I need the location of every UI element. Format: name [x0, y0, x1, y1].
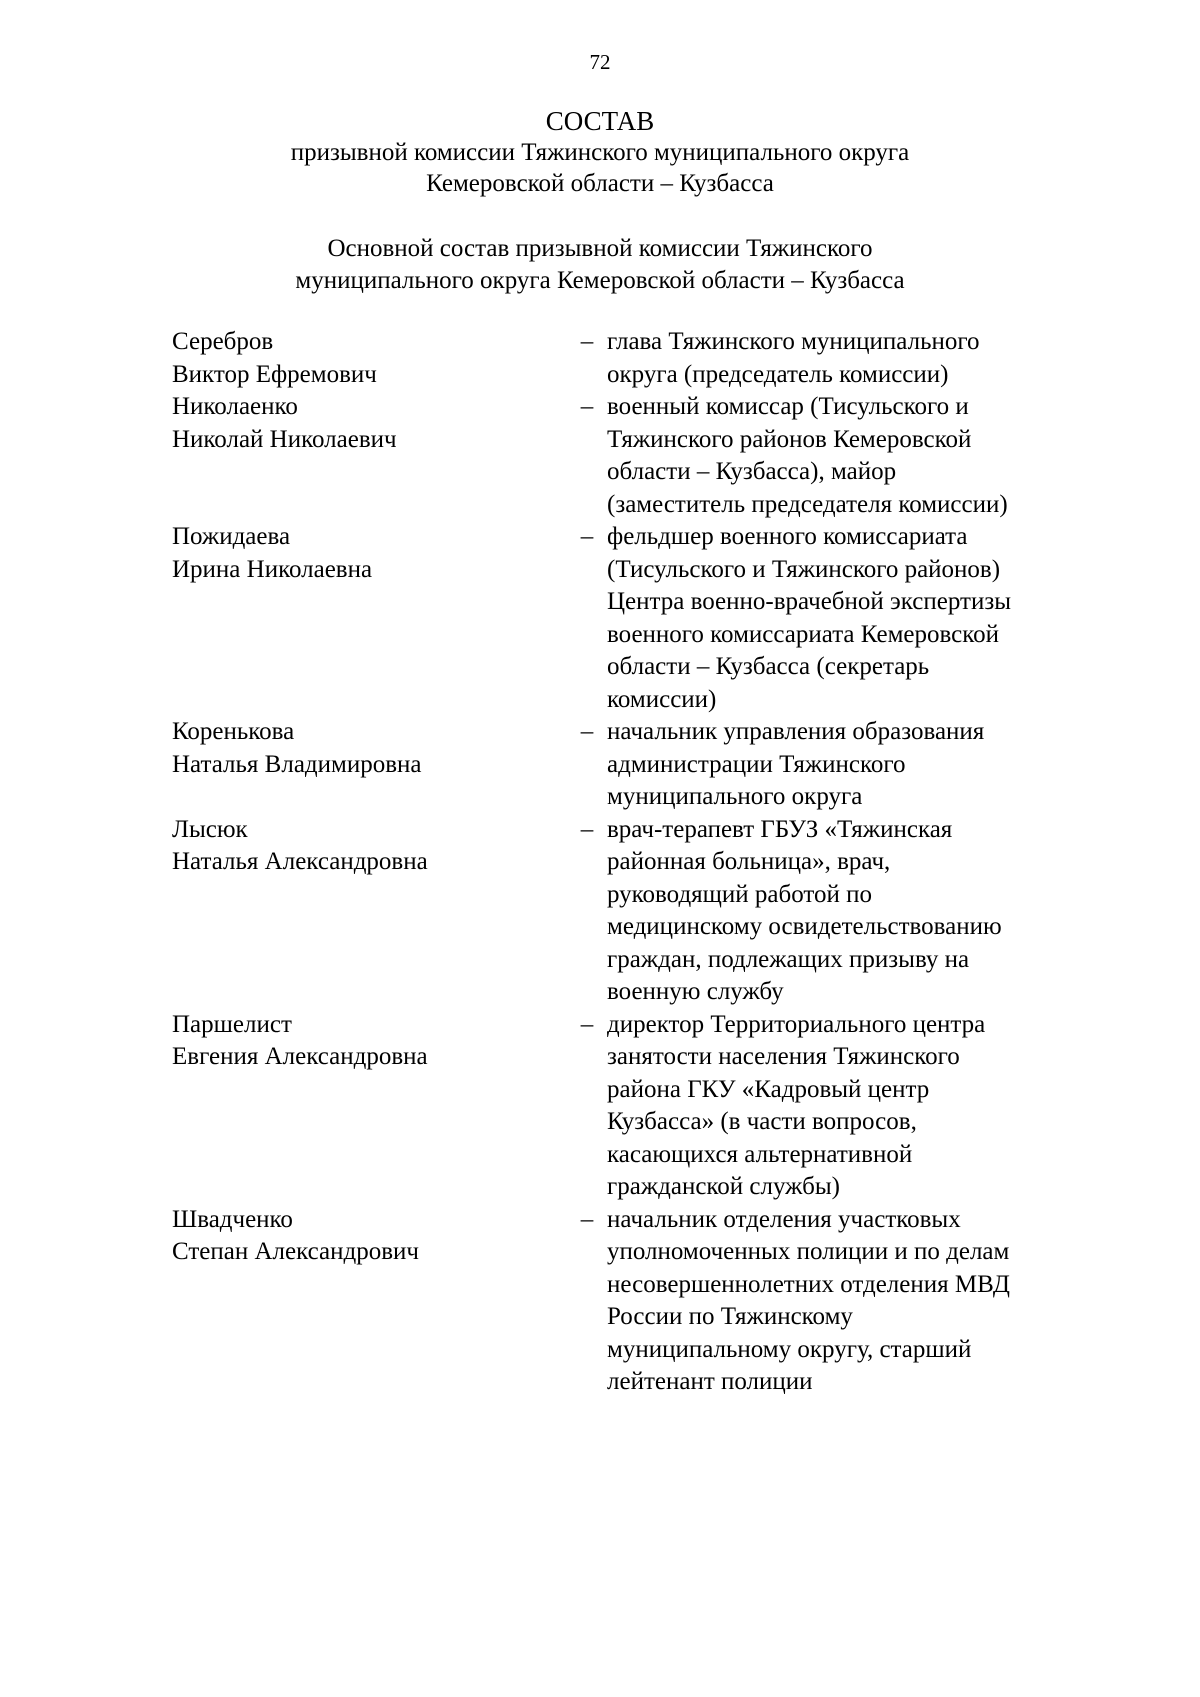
- section-heading-line-2: муниципального округа Кемеровской области – Кузбасса: [295, 267, 905, 294]
- member-surname: Николаенко: [172, 393, 298, 420]
- member-role: [607, 814, 1077, 1009]
- member-row: [172, 814, 1092, 1009]
- member-row: [172, 521, 1092, 716]
- member-surname: Паршелист: [172, 1010, 292, 1038]
- member-role-line: области – Кузбасса), майор: [607, 458, 897, 485]
- member-role-line: начальник отделения участковых: [607, 1205, 961, 1233]
- member-role: [607, 716, 1077, 814]
- member-role-line: округа (председатель комиссии): [607, 360, 949, 388]
- member-role: [607, 391, 1077, 521]
- member-role-line: Центра военно-врачебной экспертизы: [607, 588, 1011, 615]
- member-role: [607, 521, 1077, 716]
- member-role-line: комиссии): [607, 685, 717, 713]
- member-name: [172, 521, 567, 586]
- member-role-line: муниципальному округу, старший: [607, 1335, 972, 1363]
- member-dash: –: [580, 393, 594, 420]
- member-role-line: касающихся альтернативной: [607, 1140, 913, 1168]
- member-role-line: начальник управления образования: [607, 718, 985, 745]
- member-dash: –: [580, 523, 594, 550]
- member-role-line: Кузбасса» (в части вопросов,: [607, 1108, 917, 1135]
- member-role-line: гражданской службы): [607, 1173, 840, 1200]
- member-role-line: военный комиссар (Тисульского и: [607, 393, 969, 420]
- member-role-line: директор Территориального центра: [607, 1010, 986, 1038]
- member-given-names: Ирина Николаевна: [172, 555, 373, 583]
- member-dash: –: [580, 718, 594, 745]
- member-role-line: военного комиссариата Кемеровской: [607, 620, 1000, 648]
- member-dash: –: [580, 328, 594, 355]
- member-name: [172, 1009, 567, 1074]
- member-given-names: Николай Николаевич: [172, 425, 397, 453]
- document-title: СОСТАВ: [545, 106, 655, 136]
- member-role: [607, 326, 1077, 391]
- member-given-names: Евгения Александровна: [172, 1043, 428, 1070]
- member-given-names: Степан Александрович: [172, 1238, 419, 1265]
- member-name: [172, 814, 567, 879]
- member-name: [172, 716, 567, 781]
- member-role-line: районная больница», врач,: [607, 848, 891, 875]
- document-title-line-1: призывной комиссии Тяжинского муниципального округа: [290, 139, 910, 166]
- member-role: [607, 1009, 1077, 1204]
- member-dash: –: [580, 1010, 594, 1038]
- section-heading-line-1: Основной состав призывной комиссии Тяжинского: [327, 235, 873, 262]
- member-role-line: муниципального округа: [607, 783, 863, 810]
- member-role-line: администрации Тяжинского: [607, 750, 906, 778]
- member-row: [172, 716, 1092, 814]
- member-row: [172, 1009, 1092, 1204]
- member-role-line: военную службу: [607, 978, 784, 1005]
- member-surname: Швадченко: [172, 1205, 293, 1233]
- member-role-line: района ГКУ «Кадровый центр: [607, 1075, 930, 1103]
- member-row: [172, 1204, 1092, 1399]
- member-dash: –: [580, 1205, 594, 1233]
- member-role-line: Тяжинского районов Кемеровской: [607, 425, 972, 453]
- member-role-line: лейтенант полиции: [607, 1368, 813, 1395]
- member-row: [172, 326, 1092, 391]
- member-role-line: глава Тяжинского муниципального: [607, 328, 980, 355]
- member-role-line: несовершеннолетних отделения МВД: [607, 1270, 1010, 1298]
- member-name: [172, 391, 567, 456]
- member-role-line: (заместитель председателя комиссии): [607, 490, 1008, 518]
- member-surname: Серебров: [172, 328, 274, 355]
- member-role-line: врач-терапевт ГБУЗ «Тяжинская: [607, 815, 953, 843]
- member-row: [172, 391, 1092, 521]
- member-surname: Пожидаева: [172, 523, 291, 550]
- member-role-line: граждан, подлежащих призыву на: [607, 945, 970, 973]
- member-role-line: фельдшер военного комиссариата: [607, 523, 968, 550]
- member-dash: –: [580, 815, 594, 843]
- member-given-names: Наталья Владимировна: [172, 750, 422, 778]
- member-given-names: Виктор Ефремович: [172, 360, 377, 388]
- member-name: [172, 1204, 567, 1269]
- member-role-line: занятости населения Тяжинского: [607, 1043, 960, 1070]
- member-name: [172, 326, 567, 391]
- page-number: 72: [589, 50, 611, 74]
- section-heading: [0, 233, 1200, 297]
- member-role-line: руководящий работой по: [607, 880, 873, 908]
- member-surname: Коренькова: [172, 718, 295, 745]
- document-title-line-2: Кемеровской области – Кузбасса: [426, 170, 774, 197]
- member-role-line: области – Кузбасса (секретарь: [607, 653, 930, 680]
- member-role-line: уполномоченных полиции и по делам: [607, 1238, 1010, 1265]
- document-heading: [0, 106, 1200, 199]
- member-role-line: медицинскому освидетельствованию: [607, 913, 1002, 940]
- member-role-line: (Тисульского и Тяжинского районов): [607, 555, 1001, 583]
- member-list: [172, 326, 1092, 1399]
- member-role: [607, 1204, 1077, 1399]
- member-surname: Лысюк: [172, 815, 248, 843]
- member-role-line: России по Тяжинскому: [607, 1303, 853, 1330]
- member-given-names: Наталья Александровна: [172, 848, 428, 875]
